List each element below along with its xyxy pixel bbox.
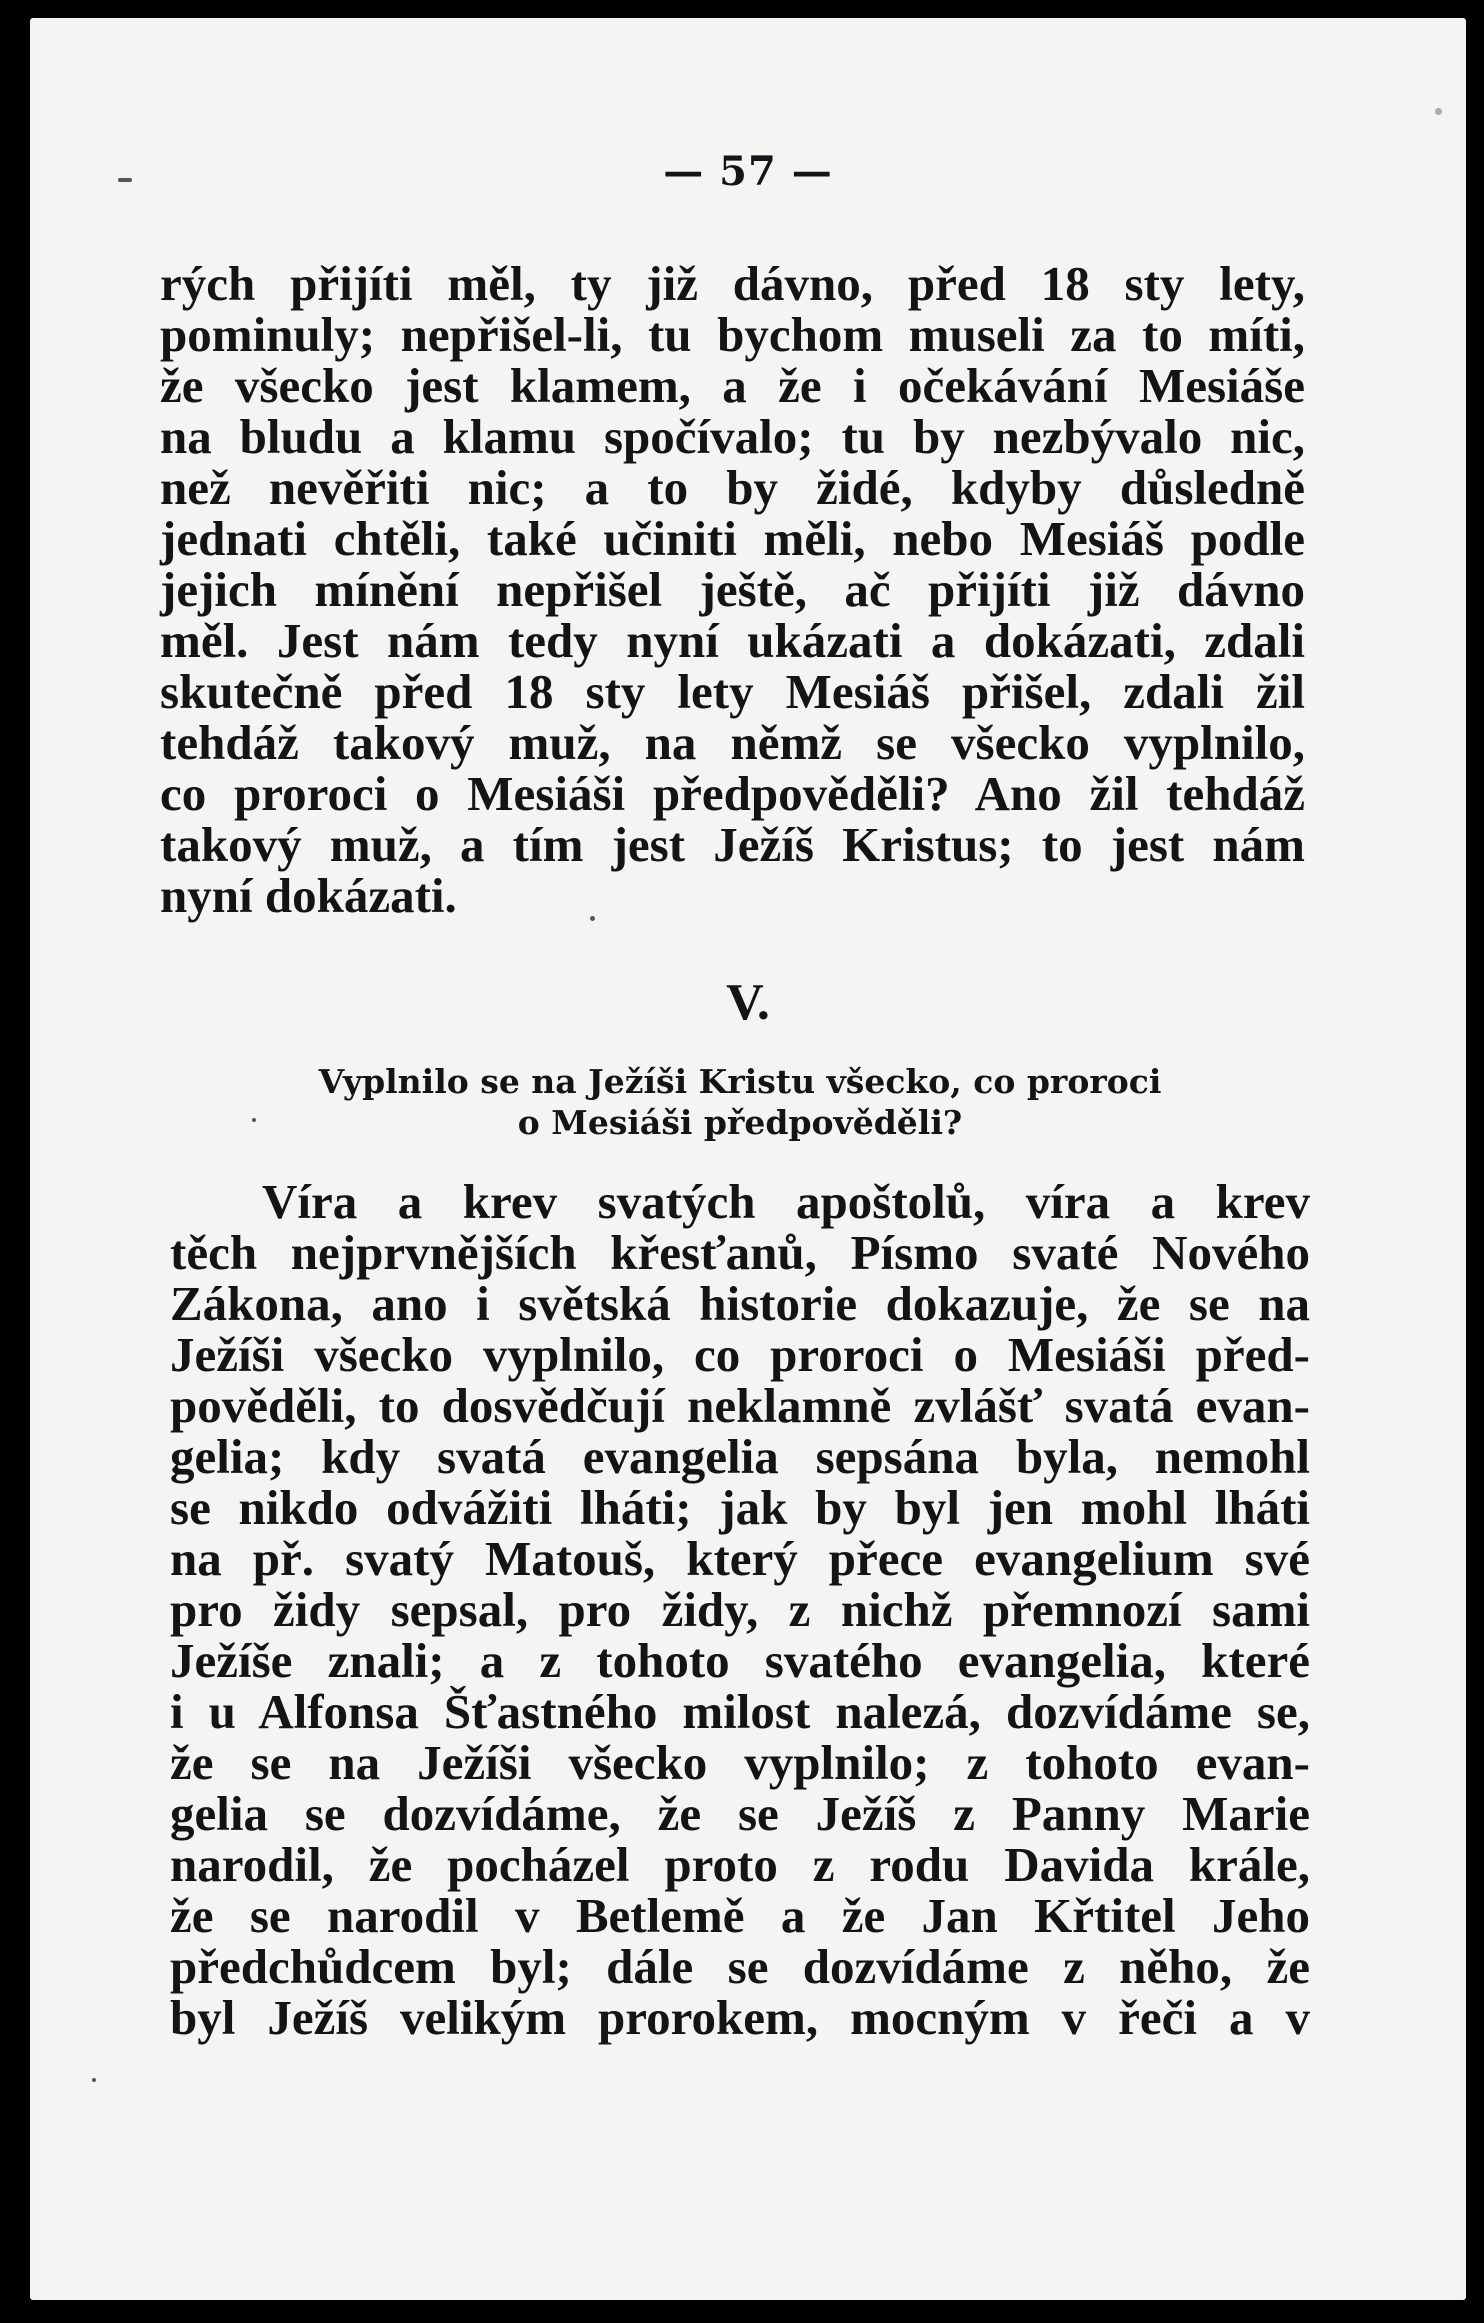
- ink-speck: [92, 2078, 96, 2082]
- ink-speck: [252, 1118, 256, 1122]
- ink-speck: [118, 178, 132, 182]
- text-line: i u Alfonsa Šťastného milost nalezá, dozvídáme se,: [170, 1684, 1310, 1739]
- paragraph-2: [170, 1176, 1310, 2043]
- text-line: tehdáž takový muž, na němž se všecko vyplnilo,: [160, 715, 1305, 770]
- text-line: na př. svatý Matouš, který přece evangelium své: [170, 1531, 1310, 1586]
- text-line: jednati chtěli, také učiniti měli, nebo Mesiáš podle: [160, 511, 1305, 566]
- text-line: nyní dokázati.: [160, 868, 457, 923]
- text-line: takový muž, a tím jest Ježíš Kristus; to jest nám: [160, 817, 1305, 872]
- text-line: Zákona, ano i světská historie dokazuje, že se na: [170, 1276, 1310, 1331]
- text-line: gelia se dozvídáme, že se Ježíš z Panny Marie: [170, 1786, 1310, 1841]
- ink-speck: [1435, 108, 1442, 115]
- text-line: Ježíše znali; a z tohoto svatého evangelia, které: [170, 1633, 1310, 1688]
- text-line: na bludu a klamu spočívalo; tu by nezbývalo nic,: [160, 409, 1305, 464]
- page-number: — 57 —: [663, 148, 833, 195]
- text-line: předchůdcem byl; dále se dozvídáme z něho, že: [170, 1939, 1310, 1994]
- text-line: že všecko jest klamem, a že i očekávání Mesiáše: [160, 358, 1305, 413]
- text-line: pověděli, to dosvědčují neklamně zvlášť svatá evan-: [170, 1378, 1310, 1433]
- text-line: Ježíši všecko vyplnilo, co proroci o Mesiáši před-: [170, 1327, 1310, 1382]
- paragraph-1: [160, 258, 1305, 921]
- text-line: skutečně před 18 sty lety Mesiáš přišel, zdali žil: [160, 664, 1305, 719]
- text-line: těch nejprvnějších křesťanů, Písmo svaté Nového: [170, 1225, 1310, 1280]
- section-number: V.: [726, 974, 770, 1031]
- heading-line: o Mesiáši předpověděli?: [517, 1103, 963, 1142]
- text-line: pominuly; nepřišel-li, tu bychom museli za to míti,: [160, 307, 1305, 362]
- text-line: pro židy sepsal, pro židy, z nichž přemnozí sami: [170, 1582, 1310, 1637]
- text-line: co proroci o Mesiáši předpověděli? Ano žil tehdáž: [160, 766, 1305, 821]
- text-line: že se na Ježíši všecko vyplnilo; z tohoto evan-: [170, 1735, 1310, 1790]
- text-line: byl Ježíš velikým prorokem, mocným v řeči a v: [170, 1990, 1310, 2045]
- text-line: že se narodil v Betlemě a že Jan Křtitel Jeho: [170, 1888, 1310, 1943]
- ink-speck: [590, 916, 595, 921]
- text-line: narodil, že pocházel proto z rodu Davida krále,: [170, 1837, 1310, 1892]
- text-line: jejich mínění nepřišel ještě, ač přijíti již dávno: [160, 562, 1305, 617]
- heading-line: Vyplnilo se na Ježíši Kristu všecko, co proroci: [318, 1062, 1162, 1101]
- text-line: než nevěřiti nic; a to by židé, kdyby důsledně: [160, 460, 1305, 515]
- section-heading: [210, 1061, 1270, 1143]
- text-line: rých přijíti měl, ty již dávno, před 18 sty lety,: [160, 256, 1305, 311]
- text-line: gelia; kdy svatá evangelia sepsána byla, nemohl: [170, 1429, 1310, 1484]
- text-line: se nikdo odvážiti lháti; jak by byl jen mohl lháti: [170, 1480, 1310, 1535]
- book-page: [30, 18, 1466, 2300]
- text-line: měl. Jest nám tedy nyní ukázati a dokázati, zdali: [160, 613, 1305, 668]
- text-line: Víra a krev svatých apoštolů, víra a krev: [262, 1174, 1310, 1229]
